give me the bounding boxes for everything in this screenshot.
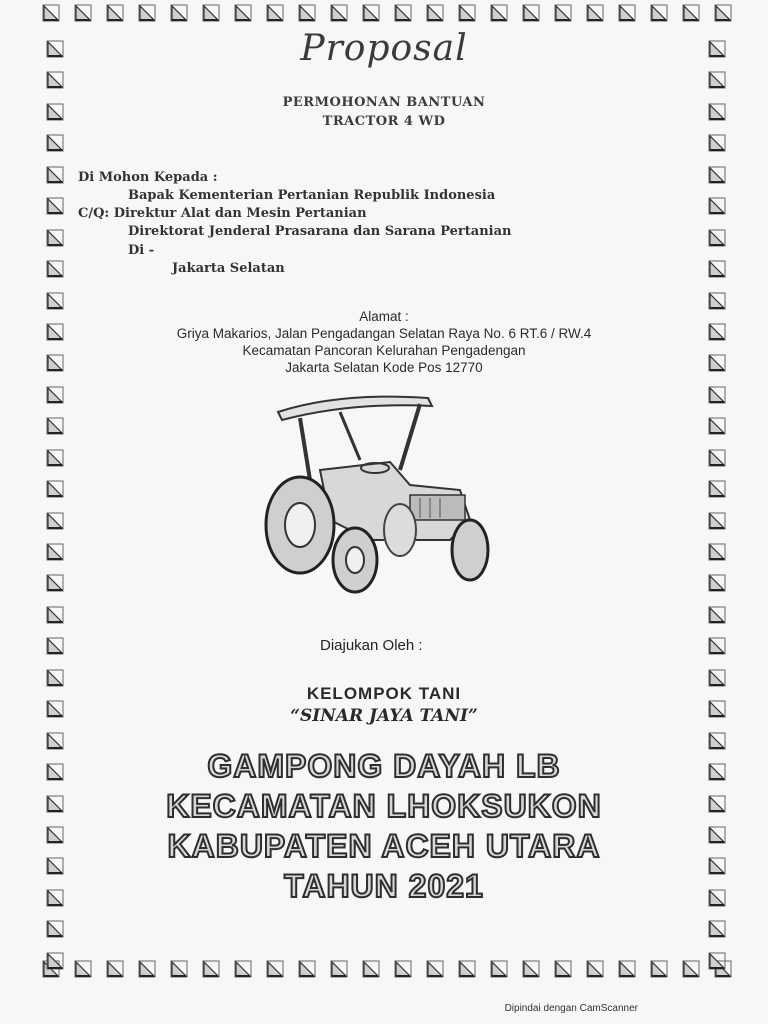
triangle-tile-icon xyxy=(46,637,64,655)
triangle-tile-icon xyxy=(170,4,188,22)
triangle-tile-icon xyxy=(202,4,220,22)
triangle-tile-icon xyxy=(708,134,726,152)
triangle-tile-icon xyxy=(330,4,348,22)
triangle-tile-icon xyxy=(522,4,540,22)
triangle-tile-icon xyxy=(708,71,726,89)
triangle-tile-icon xyxy=(202,960,220,978)
triangle-tile-icon xyxy=(46,292,64,310)
triangle-tile-icon xyxy=(708,260,726,278)
subtitle-line-2: TRACTOR 4 WD xyxy=(322,114,446,129)
triangle-tile-icon xyxy=(708,920,726,938)
triangle-tile-icon xyxy=(458,960,476,978)
triangle-tile-icon xyxy=(170,960,188,978)
triangle-tile-icon xyxy=(138,4,156,22)
triangle-tile-icon xyxy=(682,4,700,22)
recipient-line-6: Jakarta Selatan xyxy=(172,261,285,276)
triangle-tile-icon xyxy=(74,4,92,22)
group-name: “SINAR JAYA TANI” xyxy=(290,706,478,726)
triangle-tile-icon xyxy=(46,480,64,498)
triangle-tile-icon xyxy=(106,960,124,978)
address-line-2: Kecamatan Pancoran Kelurahan Pengadengan xyxy=(242,343,526,358)
triangle-tile-icon xyxy=(298,960,316,978)
triangle-tile-icon xyxy=(618,4,636,22)
triangle-tile-icon xyxy=(46,197,64,215)
triangle-tile-icon xyxy=(46,920,64,938)
triangle-tile-icon xyxy=(708,292,726,310)
triangle-tile-icon xyxy=(106,4,124,22)
triangle-tile-icon xyxy=(708,229,726,247)
triangle-tile-icon xyxy=(46,260,64,278)
triangle-tile-icon xyxy=(708,197,726,215)
address-line-3: Jakarta Selatan Kode Pos 12770 xyxy=(285,360,483,375)
triangle-tile-icon xyxy=(458,4,476,22)
triangle-tile-icon xyxy=(708,606,726,624)
location-line-1: GAMPONG DAYAH LB xyxy=(207,748,561,784)
recipient-line-2: Bapak Kementerian Pertanian Republik Indonesia xyxy=(128,188,496,203)
triangle-tile-icon xyxy=(362,960,380,978)
scanner-watermark: Dipindai dengan CamScanner xyxy=(504,1003,638,1014)
triangle-tile-icon xyxy=(714,4,732,22)
triangle-tile-icon xyxy=(426,4,444,22)
triangle-tile-icon xyxy=(42,4,60,22)
triangle-tile-icon xyxy=(46,449,64,467)
triangle-tile-icon xyxy=(650,4,668,22)
triangle-tile-icon xyxy=(708,952,726,970)
triangle-tile-icon xyxy=(234,960,252,978)
triangle-tile-icon xyxy=(46,732,64,750)
triangle-tile-icon xyxy=(490,960,508,978)
recipient-line-4: Direktorat Jenderal Prasarana dan Sarana Pertanian xyxy=(128,224,512,239)
triangle-tile-icon xyxy=(554,4,572,22)
document-title: Proposal xyxy=(300,28,468,69)
triangle-tile-icon xyxy=(554,960,572,978)
triangle-tile-icon xyxy=(46,386,64,404)
triangle-tile-icon xyxy=(708,637,726,655)
triangle-tile-icon xyxy=(522,960,540,978)
triangle-tile-icon xyxy=(266,4,284,22)
triangle-tile-icon xyxy=(708,480,726,498)
recipient-line-3: C/Q: Direktur Alat dan Mesin Pertanian xyxy=(78,206,367,221)
triangle-tile-icon xyxy=(394,960,412,978)
triangle-tile-icon xyxy=(46,134,64,152)
recipient-line-5: Di - xyxy=(128,243,155,258)
triangle-tile-icon xyxy=(330,960,348,978)
tractor-illustration xyxy=(260,390,500,610)
triangle-tile-icon xyxy=(234,4,252,22)
triangle-tile-icon xyxy=(138,960,156,978)
triangle-tile-icon xyxy=(46,574,64,592)
address-label: Alamat : xyxy=(359,309,409,324)
triangle-tile-icon xyxy=(708,417,726,435)
triangle-tile-icon xyxy=(708,574,726,592)
triangle-tile-icon xyxy=(708,543,726,561)
group-type: KELOMPOK TANI xyxy=(306,684,462,703)
recipient-line-1: Di Mohon Kepada : xyxy=(78,170,218,185)
address-line-1: Griya Makarios, Jalan Pengadangan Selatan Raya No. 6 RT.6 / RW.4 xyxy=(176,326,592,341)
triangle-tile-icon xyxy=(46,606,64,624)
triangle-tile-icon xyxy=(708,386,726,404)
triangle-tile-icon xyxy=(46,229,64,247)
page-border-bottom xyxy=(42,958,732,980)
triangle-tile-icon xyxy=(708,512,726,530)
triangle-tile-icon xyxy=(708,166,726,184)
triangle-tile-icon xyxy=(46,952,64,970)
triangle-tile-icon xyxy=(46,543,64,561)
triangle-tile-icon xyxy=(362,4,380,22)
triangle-tile-icon xyxy=(586,960,604,978)
triangle-tile-icon xyxy=(46,166,64,184)
triangle-tile-icon xyxy=(266,960,284,978)
location-line-2: KECAMATAN LHOKSUKON xyxy=(166,788,602,824)
triangle-tile-icon xyxy=(394,4,412,22)
triangle-tile-icon xyxy=(46,71,64,89)
triangle-tile-icon xyxy=(298,4,316,22)
location-line-4: TAHUN 2021 xyxy=(284,868,484,904)
page-border-top xyxy=(42,2,732,24)
location-line-3: KABUPATEN ACEH UTARA xyxy=(167,828,601,864)
triangle-tile-icon xyxy=(46,512,64,530)
triangle-tile-icon xyxy=(708,449,726,467)
triangle-tile-icon xyxy=(618,960,636,978)
triangle-tile-icon xyxy=(46,417,64,435)
submitted-by-label: Diajukan Oleh : xyxy=(320,637,423,654)
subtitle-line-1: PERMOHONAN BANTUAN xyxy=(282,95,486,110)
triangle-tile-icon xyxy=(708,732,726,750)
triangle-tile-icon xyxy=(586,4,604,22)
triangle-tile-icon xyxy=(650,960,668,978)
triangle-tile-icon xyxy=(490,4,508,22)
triangle-tile-icon xyxy=(74,960,92,978)
triangle-tile-icon xyxy=(682,960,700,978)
triangle-tile-icon xyxy=(426,960,444,978)
